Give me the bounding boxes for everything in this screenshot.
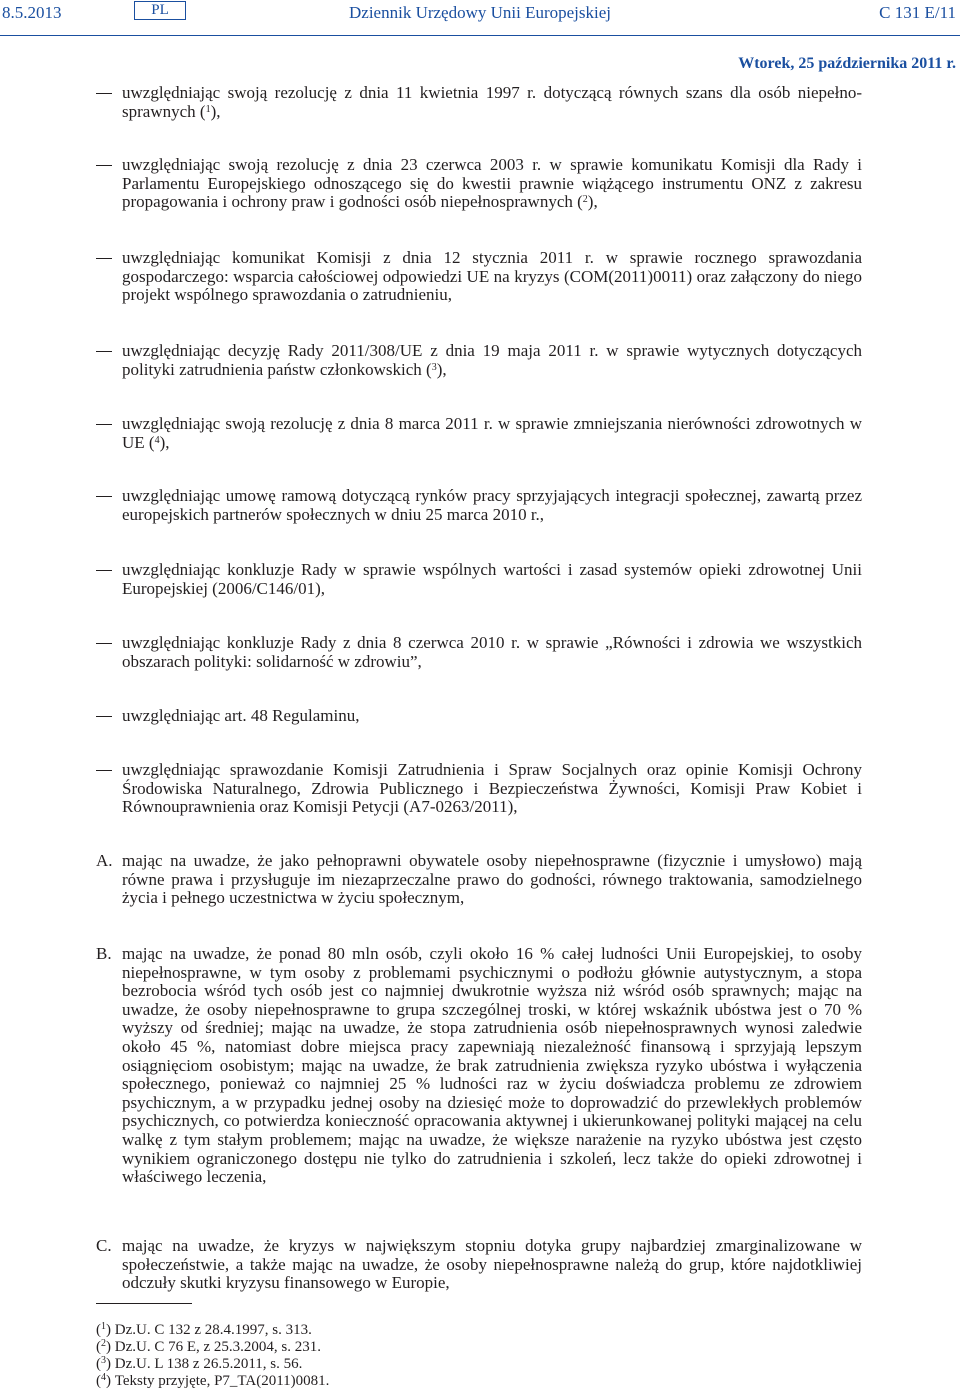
dash-marker bbox=[96, 165, 112, 166]
recital-text: mając na uwadze, że jako pełnoprawni obywatele osoby niepełnosprawne (fizycznie i umysłowo) mają równe prawa i przysługuje im niezaprzeczalne prawo do godności, równego traktowania, samodzielnego życia i pełnego uczestnictwa w życiu społecznym, bbox=[122, 851, 862, 908]
issue-reference: C 131 E/11 bbox=[879, 3, 956, 22]
recital-b bbox=[96, 945, 862, 1187]
language-badge: PL bbox=[134, 1, 186, 20]
citation-10 bbox=[96, 761, 862, 817]
footnote-number: 4 bbox=[101, 1372, 106, 1383]
citation-5 bbox=[96, 415, 862, 452]
citation-1 bbox=[96, 84, 862, 121]
citation-9 bbox=[96, 707, 862, 726]
dash-marker bbox=[96, 770, 112, 771]
citation-text: uwzględniając swoją rezolucję z dnia 8 marca 2011 r. w sprawie zmniejszania nierówności zdrowotnych w UE ($^4$), bbox=[122, 414, 862, 452]
citation-text: uwzględniając swoją rezolucję z dnia 23 czerwca 2003 r. w sprawie komunikatu Komisji dla Rady i Parlamentu Europejskiego odnoszącego się do kwestii prawnie wiążącego instrumentu ONZ z zakresu propagowania i ochrony praw i godności osób niepełnosprawnych ($^2$), bbox=[122, 155, 862, 212]
recital-letter: B. bbox=[96, 944, 112, 963]
footnote-ref[interactable]: 1 bbox=[205, 103, 211, 115]
footnote-4: ($^4$) Teksty przyjęte, P7_TA(2011)0081. bbox=[96, 1372, 330, 1389]
recital-letter: A. bbox=[96, 851, 113, 870]
dash-marker bbox=[96, 716, 112, 717]
citation-4 bbox=[96, 342, 862, 379]
recital-text: mając na uwadze, że ponad 80 mln osób, czyli około 16 % całej ludności Unii Europejskiej, to osoby niepełnosprawne, w tym osoby z problemami psychicznymi o podłożu głównie autystycznym, a stopa bezrobocia wśród tych osób jest co najmniej dwukrotnie wyższa niż wśród osób sprawnych; mając na uwadze, że osoby niepełnosprawne to grupa szczególnej troski, w której wskaźnik ubóstwa jest o 70 % wyższy od średniej; mając na uwadze, że stopa zatrudnienia osób niepełnosprawnych wynosi zaledwie około 45 %, natomiast dobre miejsca pracy zapewniają niezależność finansową i sprzyjają lepszym osiągnięciom osobistym; mając na uwadze, że brak zatrudnienia zwiększa ryzyko ubóstwa i wyłączenia społecznego, ponieważ co najmniej 25 % ludności raz w życiu doświadcza problemu ze zdrowiem psychicznym, a w przypadku jednej osoby na dziesięć może to doprowadzić do przewlekłych problemów psychicznych, co potwierdza konieczność opracowania aktywnej i ukierunkowanej polityki mającej na celu walkę z tym stałym problemem; mając na uwadze, że większe narażenie na ryzyko ubóstwa jest często wynikiem ograniczonego dostępu nie tylko do zatrudnienia i szkoleń, lecz także do opieki zdrowotnej i właściwego leczenia, bbox=[122, 944, 862, 1187]
dash-marker bbox=[96, 351, 112, 352]
footnote-number: 1 bbox=[101, 1321, 106, 1332]
citation-text: uwzględniając sprawozdanie Komisji Zatrudnienia i Spraw Socjalnych oraz opinie Komisji Ochrony Środowiska Naturalnego, Zdrowia Publicznego i Bezpieczeństwa Żywności, Komisji Praw Kobiet i Równouprawnienia oraz Komisji Petycji (A7-0263/2011), bbox=[122, 760, 862, 817]
footnote-3: ($^3$) Dz.U. L 138 z 26.5.2011, s. 56. bbox=[96, 1355, 303, 1372]
citation-7 bbox=[96, 561, 862, 598]
dash-marker bbox=[96, 496, 112, 497]
footnote-number: 2 bbox=[101, 1338, 106, 1349]
footnote-text: Dz.U. C 132 z 28.4.1997, s. 313. bbox=[114, 1322, 312, 1338]
footnote-1: ($^1$) Dz.U. C 132 z 28.4.1997, s. 313. bbox=[96, 1321, 312, 1338]
citation-text: uwzględniając swoją rezolucję z dnia 11 kwietnia 1997 r. dotyczącą równych szans dla osób niepełnosprawnych ($^1$), bbox=[122, 83, 862, 121]
dash-marker bbox=[96, 93, 112, 94]
citation-2 bbox=[96, 156, 862, 212]
citation-text: uwzględniając decyzję Rady 2011/308/UE z dnia 19 maja 2011 r. w sprawie wytycznych dotyczących polityki zatrudnienia państw członkowskich ($^3$), bbox=[122, 341, 862, 379]
citation-text: uwzględniając umowę ramową dotyczącą rynków pracy sprzyjających integracji społecznej, zawartą przez europejskich partnerów społecznych w dniu 25 marca 2010 r., bbox=[122, 486, 862, 524]
sitting-date: Wtorek, 25 października 2011 r. bbox=[738, 55, 956, 72]
footnote-number: 3 bbox=[101, 1355, 106, 1366]
dash-marker bbox=[96, 258, 112, 259]
citation-text: uwzględniając komunikat Komisji z dnia 12 stycznia 2011 r. w sprawie rocznego sprawozdania gospodarczego: wsparcia całościowej odpowiedzi UE na kryzys (COM(2011)0011) oraz załączony do niego projekt wspólnego sprawozdania o zatrudnieniu, bbox=[122, 248, 862, 305]
footnote-ref[interactable]: 2 bbox=[582, 194, 588, 206]
citation-text: uwzględniając konkluzje Rady z dnia 8 czerwca 2010 r. w sprawie „Równości i zdrowia we wszystkich obszarach polityki: solidarność w zdrowiu”, bbox=[122, 633, 862, 671]
footnote-text: Teksty przyjęte, P7_TA(2011)0081. bbox=[114, 1373, 330, 1389]
footnote-ref[interactable]: 4 bbox=[154, 434, 160, 446]
page-header bbox=[0, 0, 960, 40]
footnote-separator bbox=[96, 1303, 192, 1304]
recital-a bbox=[96, 852, 862, 908]
journal-title: Dziennik Urzędowy Unii Europejskiej bbox=[349, 3, 612, 22]
footnote-text: Dz.U. C 76 E, z 25.3.2004, s. 231. bbox=[114, 1339, 321, 1355]
recital-letter: C. bbox=[96, 1236, 112, 1255]
recital-c bbox=[96, 1237, 862, 1293]
dash-marker bbox=[96, 643, 112, 644]
footnote-2: ($^2$) Dz.U. C 76 E, z 25.3.2004, s. 231. bbox=[96, 1338, 321, 1355]
header-rule bbox=[0, 35, 960, 36]
footnote-text: Dz.U. L 138 z 26.5.2011, s. 56. bbox=[114, 1356, 303, 1372]
citation-3 bbox=[96, 249, 862, 305]
dash-marker bbox=[96, 570, 112, 571]
recital-text: mając na uwadze, że kryzys w największym stopniu dotyka grupy najbardziej zmarginalizowane w społeczeństwie, a także mając na uwadze, że osoby niepełnosprawne należą do grup, które najdotkliwiej odczuły skutki kryzysu finansowego w Europie, bbox=[122, 1236, 862, 1293]
citation-6 bbox=[96, 487, 862, 524]
citation-text: uwzględniając art. 48 Regulaminu, bbox=[122, 706, 360, 725]
dash-marker bbox=[96, 424, 112, 425]
footnote-ref[interactable]: 3 bbox=[431, 361, 437, 373]
citation-8 bbox=[96, 634, 862, 671]
citation-text: uwzględniając konkluzje Rady w sprawie wspólnych wartości i zasad systemów opieki zdrowotnej Unii Europejskiej (2006/C146/01), bbox=[122, 560, 862, 598]
publication-date: 8.5.2013 bbox=[2, 3, 62, 22]
